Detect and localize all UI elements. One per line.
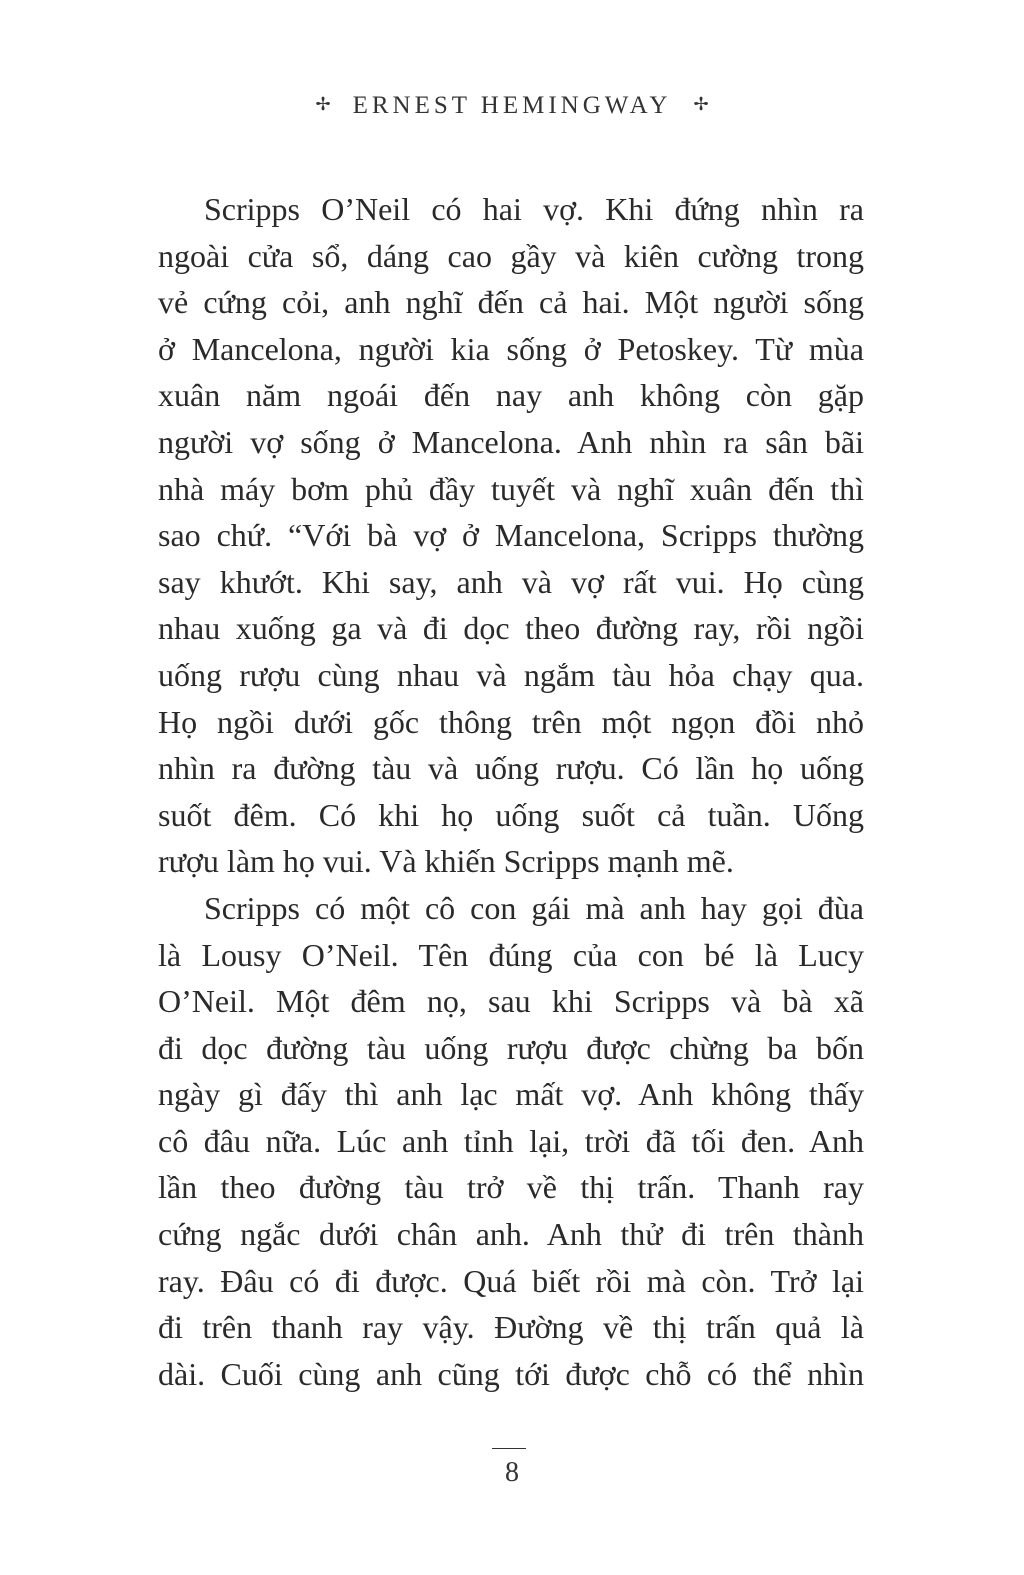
text-line: suốt đêm. Có khi họ uống suốt cả tuần. Uống [158,796,864,833]
text-line: đi dọc đường tàu uống rượu được chừng ba bốn [158,1029,864,1066]
text-line: sao chứ. “Với bà vợ ở Mancelona, Scripps thường [158,517,864,554]
paragraph-1 [158,186,864,885]
text-line: Scripps O’Neil có hai vợ. Khi đứng nhìn ra [204,191,864,227]
body-text [158,186,864,1397]
text-line: uống rượu cùng nhau và ngắm tàu hỏa chạy qua. [158,656,864,693]
text-line: là Lousy O’Neil. Tên đúng của con bé là Lucy [158,936,864,973]
text-line: nhau xuống ga và đi dọc theo đường ray, rồi ngồi [158,610,864,647]
paragraph-2 [158,885,864,1398]
text-line: cứng ngắc dưới chân anh. Anh thử đi trên thành [158,1216,864,1253]
text-line: ngoài cửa sổ, dáng cao gầy và kiên cường trong [158,237,864,274]
text-line: nhìn ra đường tàu và uống rượu. Có lần họ uống [158,750,864,787]
text-line: đi trên thanh ray vậy. Đường về thị trấn quả là [158,1309,864,1346]
text-line: O’Neil. Một đêm nọ, sau khi Scripps và bà xã [158,983,864,1020]
text-line: rượu làm họ vui. Và khiến Scripps mạnh mẽ. [158,843,734,880]
text-line: cô đâu nữa. Lúc anh tỉnh lại, trời đã tối đen. Anh [158,1122,864,1159]
text-line: vẻ cứng cỏi, anh nghĩ đến cả hai. Một người sống [158,284,864,321]
ornament-left-icon: ✢ [315,94,331,114]
book-author-title: ERNEST HEMINGWAY [352,92,672,119]
text-line: ray. Đâu có đi được. Quá biết rồi mà còn. Trở lại [158,1262,864,1299]
text-line: say khướt. Khi say, anh và vợ rất vui. Họ cùng [158,563,864,600]
text-line: dài. Cuối cùng anh cũng tới được chỗ có thể nhìn [158,1355,864,1392]
text-line: xuân năm ngoái đến nay anh không còn gặp [158,377,864,414]
page-number: 8 [505,1457,519,1488]
text-line: người vợ sống ở Mancelona. Anh nhìn ra sân bãi [158,423,864,460]
text-line: ở Mancelona, người kia sống ở Petoskey. Từ mùa [158,330,864,367]
text-line: Họ ngồi dưới gốc thông trên một ngọn đồi nhỏ [158,703,864,740]
running-header [0,92,1024,120]
ornament-right-icon: ✢ [693,94,709,114]
text-line: lần theo đường tàu trở về thị trấn. Thanh ray [158,1169,864,1206]
text-line: Scripps có một cô con gái mà anh hay gọi đùa [204,889,864,926]
text-line: nhà máy bơm phủ đầy tuyết và nghĩ xuân đến thì [158,470,864,507]
text-line: ngày gì đấy thì anh lạc mất vợ. Anh không thấy [158,1076,864,1113]
